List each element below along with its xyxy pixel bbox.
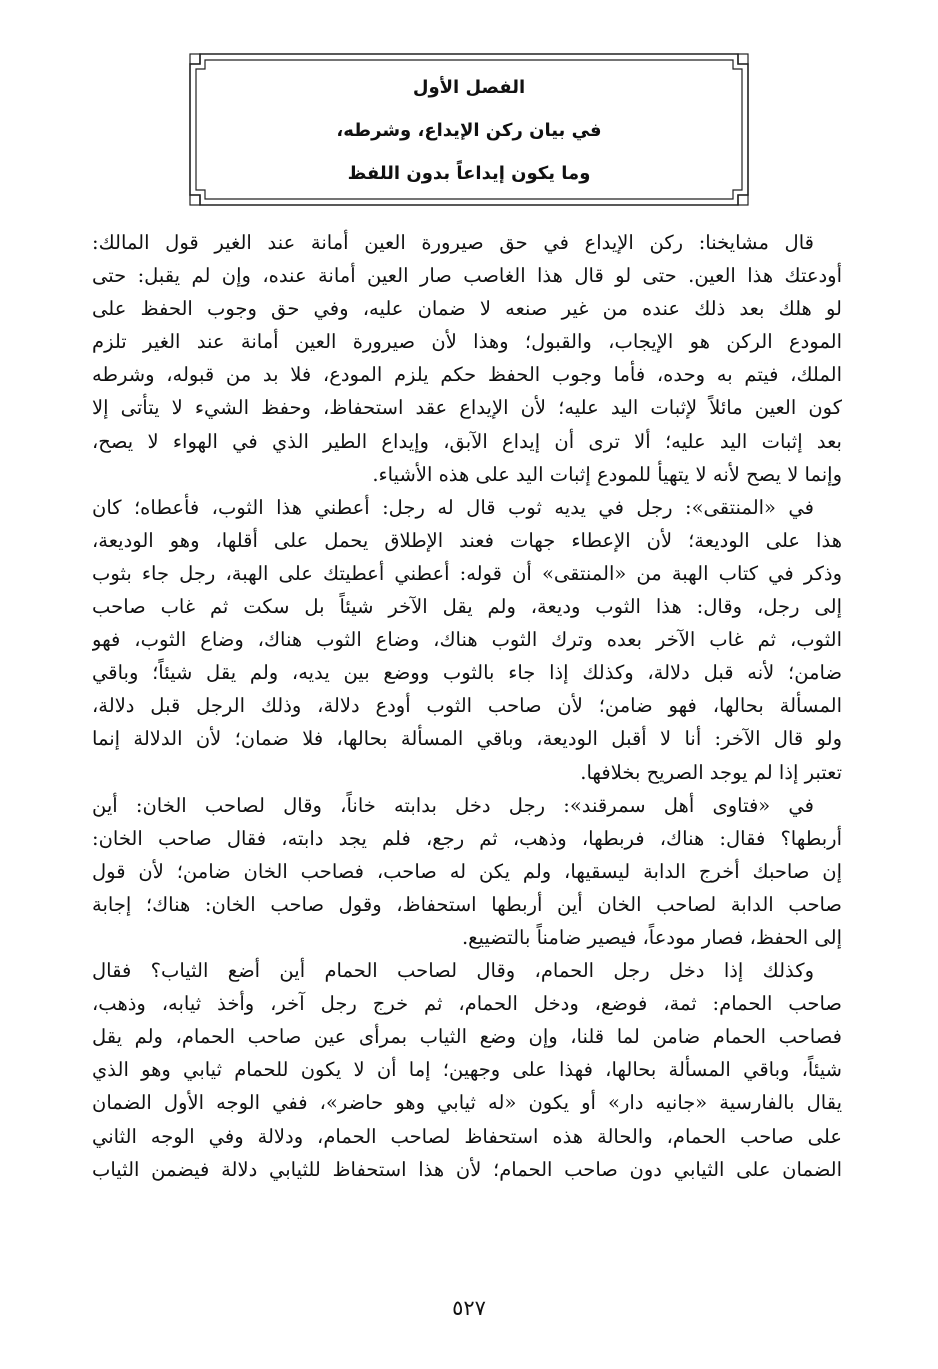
text-line: المودع الركن هو الإيجاب، والقبول؛ وهذا لأن صيرورة العين أمانة عند الغير تلزم [92,330,842,354]
text-line: المسألة بحالها، فهو ضامن؛ لأن صاحب الثوب أودع دلالة، وذلك الرجل قبل دلالة، [92,694,842,718]
text-line: ولو قال الآخر: أنا لا أقبل الوديعة، وباقي المسألة بحالها، فلا ضمان؛ لأن الدلالة إنما [92,727,842,751]
chapter-title [188,66,750,195]
page-number: ٥٢٧ [452,1296,486,1320]
text-line: وإنما لا يصح لأنه لا يتهيأ للمودع إثبات اليد على هذه الأشياء. [372,462,842,486]
text-line: هذا على الوديعة؛ لأن الإعطاء جهات فعند الإطلاق يحمل على أقلها، وهو الوديعة، [92,528,842,552]
text-line: صاحب الدابة لصاحب الخان أين أربطها استحفاظ، وقول صاحب الخان: هناك؛ إجابة [92,892,842,916]
text-line: وذكر في كتاب الهبة من «المنتقى» أن قوله: أعطني أعطيتك على الهبة، رجل جاء بثوب [92,561,842,585]
chapter-title-frame [188,52,750,207]
text-line: شيئاً، وباقي المسألة بحالها، فهذا على وجهين؛ إما أن لا يكون للحمام ثيابي وهو الذي [92,1058,842,1082]
text-line: قال مشايخنا: ركن الإيداع في حق صيرورة العين أمانة عند الغير قول المالك: [92,231,814,254]
text-line: لو هلك بعد ذلك عنده من غير صنعه لا ضمان عليه، وفي حق وجوب الحفظ على [92,297,842,321]
text-line: الضمان على الثيابي دون صاحب الحمام؛ لأن هذا استحفاظ للثيابي دلالة فيضمن الثياب [92,1157,842,1181]
text-line: بعد إثبات اليد عليه؛ ألا ترى أن إيداع الآبق، وإيداع الطير الذي في الهواء لا يصح، [92,429,842,453]
title-line-1: الفصل الأول [412,77,526,98]
text-line: إلى رجل، وقال: هذا الثوب وديعة، ولم يقل الآخر شيئاً بل سكت ثم غاب صاحب [92,595,842,619]
title-line-2: في بيان ركن الإيداع، وشرطه، [336,120,602,141]
text-line: وكذلك إذا دخل رجل الحمام، وقال لصاحب الحمام أين أضع الثياب؟ فقال [92,959,814,983]
text-line: في «المنتقى»: رجل في يديه ثوب قال له رجل: أعطني هذا الثوب، فأعطاه؛ كان [92,495,814,519]
text-line: أربطها؟ فقال: هناك، فربطها، وذهب، ثم رجع، فلم يجد دابته، فقال صاحب الخان: [92,826,842,850]
text-line: ضامن؛ لأنه قبل دلالة، وكذلك إذا جاء بالثوب ووضع بين يديه، ولم يقل شيئاً؛ وباقي [92,661,842,685]
text-line: فصاحب الحمام ضامن لما قلنا، وإن وضع الثياب بمرأى عين صاحب الحمام، ولم يقل [92,1025,842,1049]
text-line: على صاحب الحمام، والحالة هذه استحفاظ لصاحب الحمام، ودلالة وفي الوجه الثاني [92,1124,842,1148]
text-line: إلى الحفظ، فصار مودعاً، فيصير ضامناً بالتضييع. [461,925,842,949]
text-line: كون العين مائلاً لإثبات اليد عليه؛ لأن الإيداع عقد استحفاظ، وحفظ الشيء لا يتأتى إلا [92,396,842,420]
text-line: إن صاحبك أخرج الدابة ليسقيها، ولم يكن له صاحب، فصاحب الخان ضامن؛ لأن قول [92,859,842,883]
body-text [92,226,842,1186]
text-line: يقال بالفارسية «جانيه دار» أو يكون «له ثيابي وهو حاضر»، ففي الوجه الأول الضمان [92,1091,842,1115]
text-line: تعتبر إذا لم يوجد الصريح بخلافها. [580,760,842,784]
text-line: أودعتك هذا العين. حتى لو قال هذا الغاصب صار العين أمانة عنده، وإن لم يقبل: حتى [92,264,842,288]
text-line: صاحب الحمام: ثمة، فوضع، ودخل الحمام، ثم خرج رجل آخر، وأخذ ثيابه، وذهب، [92,992,842,1016]
text-line: الملك، فيتم به وحده، فأما وجوب الحفظ حكم يلزم المودع، فلا بد من قبوله، وشرطه [92,363,842,387]
title-line-3: وما يكون إيداعاً بدون اللفظ [347,163,591,184]
text-line: في «فتاوى أهل سمرقند»: رجل دخل بدابته خاناً، وقال لصاحب الخان: أين [92,793,814,817]
text-line: الثوب، ثم غاب الآخر بعده وترك الثوب هناك، وضاع الثوب هناك، وضاع الثوب، فهو [92,628,842,652]
